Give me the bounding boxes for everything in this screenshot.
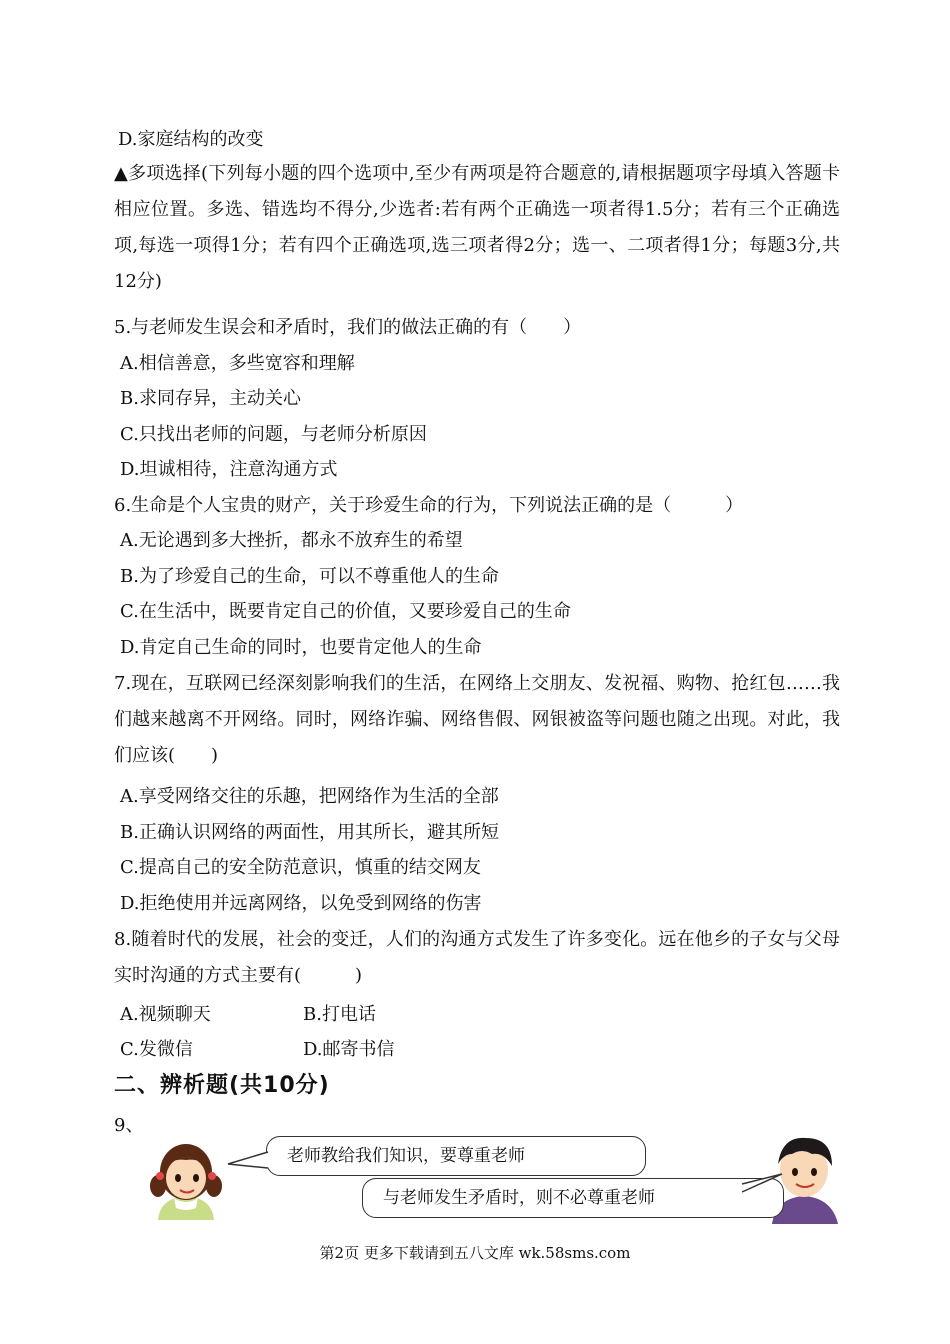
- q6-option-c: C.在生活中，既要肯定自己的价值，又要珍爱自己的生命: [120, 601, 571, 622]
- girl-bubble-tail: [226, 1150, 270, 1172]
- boy-bubble-tail: [740, 1170, 784, 1196]
- section2-title: 二、辨析题(共10分): [114, 1073, 330, 1098]
- q6-option-a: A.无论遇到多大挫折，都永不放弃生的希望: [120, 530, 463, 551]
- q7-option-a: A.享受网络交往的乐趣，把网络作为生活的全部: [120, 786, 499, 807]
- q4-option-d: D.家庭结构的改变: [118, 129, 264, 150]
- q8-option-b: B.打电话: [303, 1004, 376, 1025]
- multi-choice-instructions: ▲多项选择(下列每小题的四个选项中,至少有两项是符合题意的,请根据题项字母填入答题卡相应位置。多选、错选均不得分,少选者:若有两个正确选一项者得1.5分；若有三个正确选项,每选一项得1分；若有四个正确选项,选三项者得2分；选一、二项者得1分；每题3分,共12分): [114, 163, 840, 292]
- girl-speech-bubble: [266, 1136, 646, 1176]
- q7-option-d: D.拒绝使用并远离网络，以免受到网络的伤害: [120, 893, 482, 914]
- q6-stem: 6.生命是个人宝贵的财产，关于珍爱生命的行为，下列说法正确的是（ ）: [114, 495, 744, 516]
- q5-option-a: A.相信善意，多些宽容和理解: [120, 353, 355, 374]
- q8-option-d: D.邮寄书信: [303, 1039, 395, 1060]
- q8-stem: 8.随着时代的发展，社会的变迁，人们的沟通方式发生了许多变化。远在他乡的子女与父母实时沟通的方式主要有( ): [114, 929, 840, 986]
- q8-option-c: C.发微信: [120, 1039, 193, 1060]
- q8-option-a: A.视频聊天: [120, 1004, 211, 1025]
- boy-speech-bubble: [362, 1178, 784, 1218]
- q7-option-b: B.正确认识网络的两面性，用其所长，避其所短: [120, 822, 499, 843]
- q5-option-c: C.只找出老师的问题，与老师分析原因: [120, 424, 427, 445]
- q5-option-b: B.求同存异，主动关心: [120, 388, 301, 409]
- girl-illustration: [140, 1128, 232, 1220]
- q5-stem: 5.与老师发生误会和矛盾时，我们的做法正确的有（ ）: [114, 317, 582, 338]
- boy-speech-text: 与老师发生矛盾时，则不必尊重老师: [383, 1188, 655, 1208]
- q7-stem: 7.现在，互联网已经深刻影响我们的生活，在网络上交朋友、发祝福、购物、抢红包……我们越来越离不开网络。同时，网络诈骗、网络售假、网银被盗等问题也随之出现。对此，我们应该( ): [114, 673, 840, 766]
- q6-option-b: B.为了珍爱自己的生命，可以不尊重他人的生命: [120, 566, 499, 587]
- q5-option-d: D.坦诚相待，注意沟通方式: [120, 459, 338, 480]
- page-footer: 第2页 更多下载请到五八文库 wk.58sms.com: [319, 1244, 631, 1262]
- q6-option-d: D.肯定自己生命的同时，也要肯定他人的生命: [120, 637, 482, 658]
- q7-option-c: C.提高自己的安全防范意识，慎重的结交网友: [120, 857, 481, 878]
- girl-speech-text: 老师教给我们知识，要尊重老师: [287, 1146, 525, 1166]
- q9-number: 9、: [114, 1115, 144, 1136]
